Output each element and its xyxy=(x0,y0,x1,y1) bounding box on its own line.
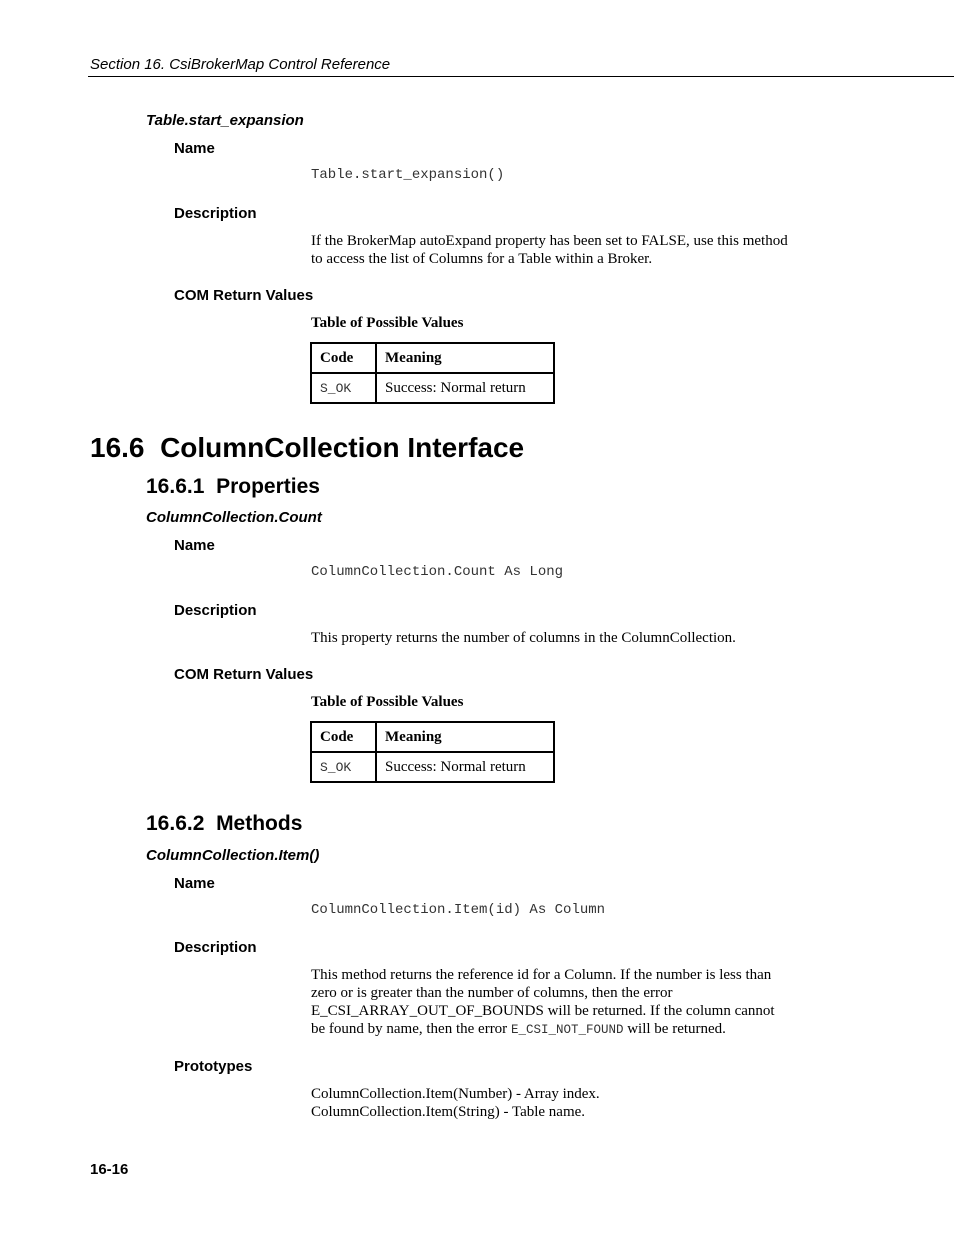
prototype-line: ColumnCollection.Item(String) - Table name. xyxy=(311,1104,586,1120)
section-number: 16.6.1 xyxy=(146,475,205,498)
description-line: This property returns the number of columns in the ColumnCollection. xyxy=(311,630,736,646)
table-caption: Table of Possible Values xyxy=(311,315,464,331)
table-header-row xyxy=(311,722,554,752)
description-label: Description xyxy=(174,939,257,956)
description-text xyxy=(311,966,831,1039)
signature: ColumnCollection.Count As Long xyxy=(311,564,564,580)
section-title: ColumnCollection Interface xyxy=(160,432,525,463)
inline-code: E_CSI_NOT_FOUND xyxy=(510,1023,624,1037)
section-number: 16.6.2 xyxy=(146,812,205,835)
description-line: E_CSI_ARRAY_OUT_OF_BOUNDS will be returned. If the column cannot xyxy=(311,1003,775,1019)
signature: ColumnCollection.Item(id) As Column xyxy=(311,902,606,918)
description-fragment: be found by name, then the error xyxy=(311,1021,511,1037)
section-number: 16.6 xyxy=(90,432,145,463)
header-rule xyxy=(88,76,954,77)
table-header-meaning: Meaning xyxy=(376,343,554,373)
description-line: zero or is greater than the number of columns, then the error xyxy=(311,985,673,1001)
signature: Table.start_expansion() xyxy=(311,167,505,183)
com-return-label: COM Return Values xyxy=(174,666,314,683)
possible-values-table xyxy=(310,342,555,404)
description-line: to access the list of Columns for a Table within a Broker. xyxy=(311,251,653,267)
prototypes-list xyxy=(311,1085,831,1121)
entry-title: ColumnCollection.Count xyxy=(146,509,322,526)
description-text xyxy=(311,232,831,268)
name-label: Name xyxy=(174,140,215,157)
description-fragment: will be returned. xyxy=(623,1021,726,1037)
section-heading-16-6-1 xyxy=(146,475,320,499)
com-return-label: COM Return Values xyxy=(174,287,314,304)
section-title: Properties xyxy=(216,475,320,498)
table-cell-meaning: Success: Normal return xyxy=(376,373,554,403)
section-heading-16-6-2 xyxy=(146,812,302,836)
table-header-code: Code xyxy=(311,722,376,752)
table-cell-meaning: Success: Normal return xyxy=(376,752,554,782)
running-header: Section 16. CsiBrokerMap Control Reference xyxy=(90,56,391,73)
description-label: Description xyxy=(174,602,257,619)
description-line: If the BrokerMap autoExpand property has been set to FALSE, use this method xyxy=(311,233,788,249)
table-header-code: Code xyxy=(311,343,376,373)
prototype-line: ColumnCollection.Item(Number) - Array index. xyxy=(311,1086,600,1102)
name-label: Name xyxy=(174,537,215,554)
table-row xyxy=(311,752,554,782)
table-cell-code: S_OK xyxy=(311,752,376,782)
entry-title: Table.start_expansion xyxy=(146,112,304,129)
table-caption: Table of Possible Values xyxy=(311,694,464,710)
description-text xyxy=(311,629,831,647)
description-line xyxy=(311,1020,831,1039)
section-title: Methods xyxy=(216,812,303,835)
entry-title: ColumnCollection.Item() xyxy=(146,847,320,864)
table-row xyxy=(311,373,554,403)
table-header-meaning: Meaning xyxy=(376,722,554,752)
table-cell-code: S_OK xyxy=(311,373,376,403)
description-line: This method returns the reference id for a Column. If the number is less than xyxy=(311,967,772,983)
name-label: Name xyxy=(174,875,215,892)
table-header-row xyxy=(311,343,554,373)
page-number: 16-16 xyxy=(90,1161,129,1178)
prototypes-label: Prototypes xyxy=(174,1058,253,1075)
description-label: Description xyxy=(174,205,257,222)
section-heading-16-6 xyxy=(90,432,524,464)
possible-values-table xyxy=(310,721,555,783)
